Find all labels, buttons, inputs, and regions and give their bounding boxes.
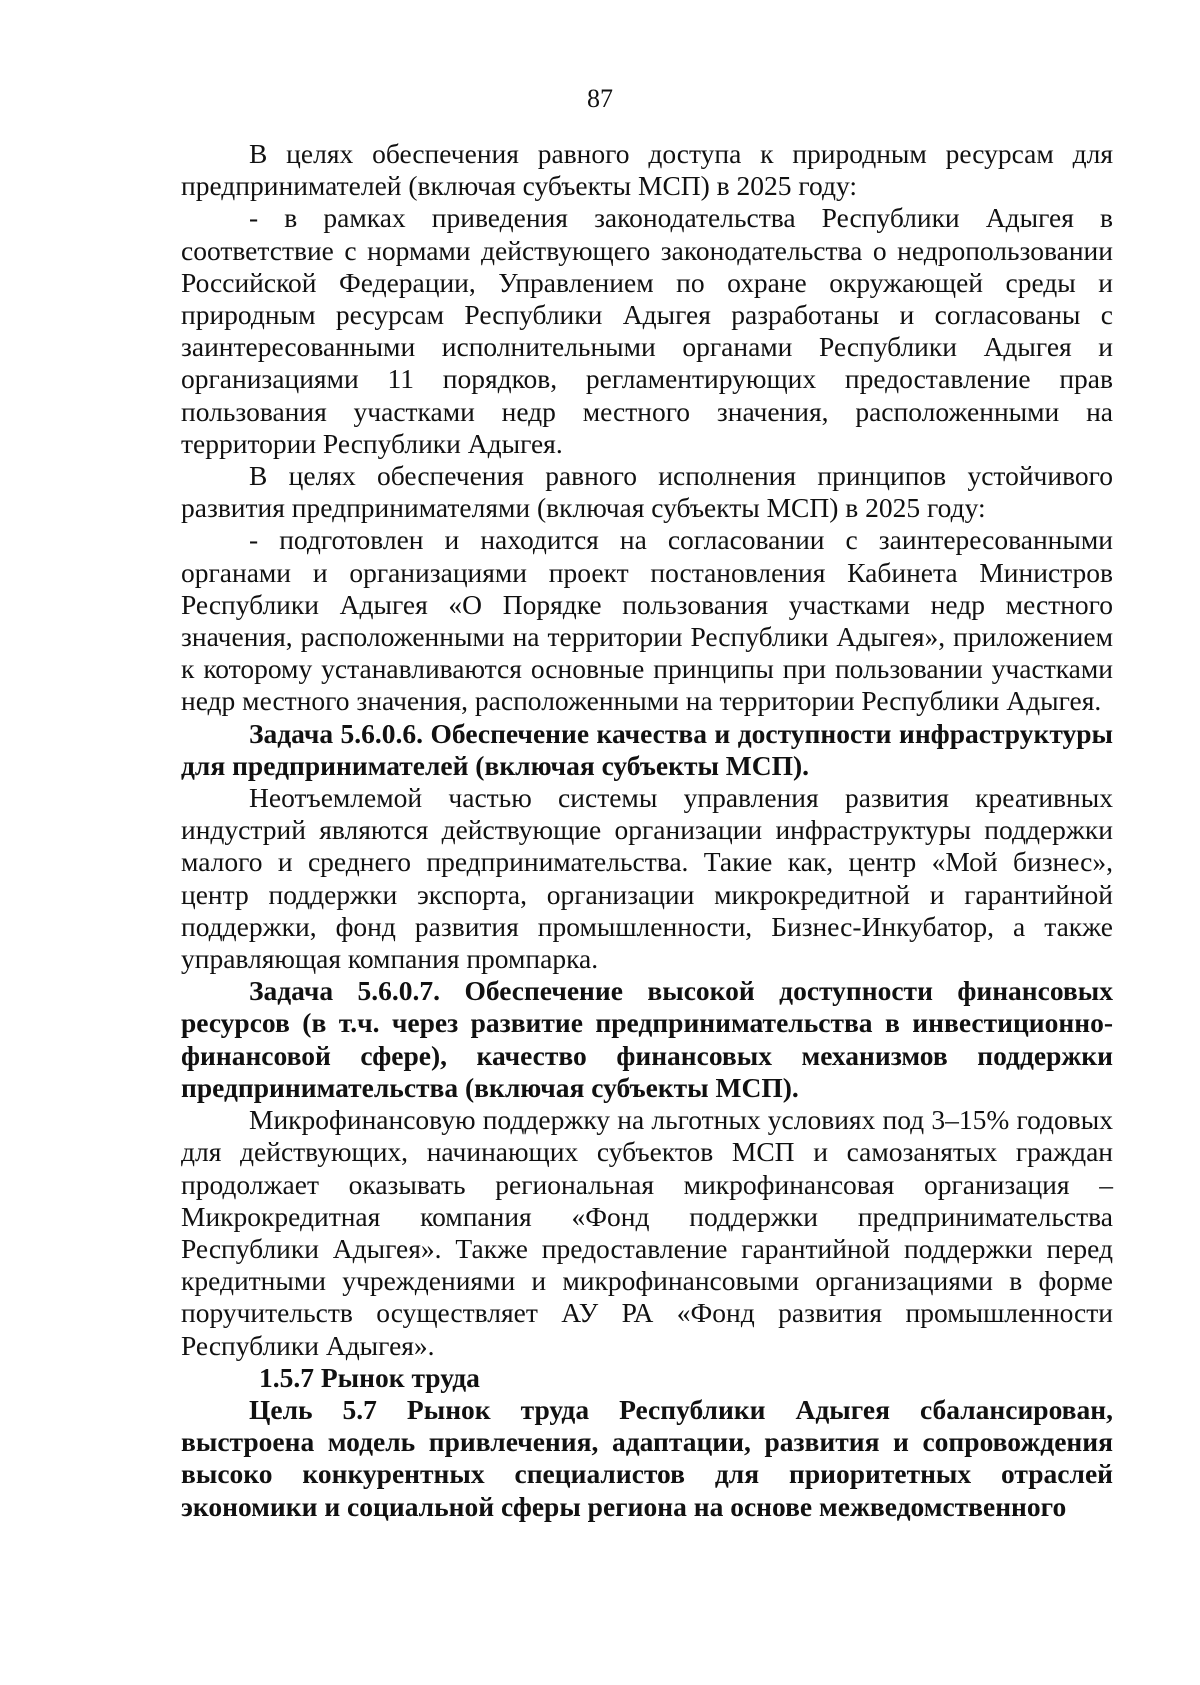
paragraph-microfinance: Микрофинансовую поддержку на льготных условиях под 3–15% годовых для действующих, начинающих субъектов МСП и самозанятых граждан продолжает оказывать региональная микрофинансовая организация – Микрокредитная компания «Фонд поддержки предпринимательства Республики Адыгея». Также предоставление гарантийной поддержки перед кредитными учреждениями и микрофинансовыми организациями в форме поручительств осуществляет АУ РА «Фонд развития промышленности Республики Адыгея». [181,1104,1113,1361]
paragraph-infrastructure: Неотъемлемой частью системы управления развития креативных индустрий являются действующие организации инфраструктуры поддержки малого и среднего предпринимательства. Такие как, центр «Мой бизнес», центр поддержки экспорта, организации микрокредитной и гарантийной поддержки, фонд развития промышленности, Бизнес-Инкубатор, а также управляющая компания промпарка. [181,782,1113,975]
document-body [181,138,1113,1523]
task-heading-5-6-0-6: Задача 5.6.0.6. Обеспечение качества и доступности инфраструктуры для предпринимателей (включая субъекты МСП). [181,717,1113,781]
section-heading-labour-market: 1.5.7 Рынок труда [259,1361,480,1393]
task-heading-5-6-0-7: Задача 5.6.0.7. Обеспечение высокой доступности финансовых ресурсов (в т.ч. через развитие предпринимательства в инвестиционно-финансовой сфере), качество финансовых механизмов поддержки предпринимательства (включая субъекты МСП). [181,975,1113,1103]
paragraph-subsoil-legislation: - в рамках приведения законодательства Республики Адыгея в соответствие с нормами действующего законодательства о недропользовании Российской Федерации, Управлением по охране окружающей среды и природным ресурсам Республики Адыгея разработаны и согласованы с заинтересованными исполнительными органами Республики Адыгея и организациями 11 порядков, регламентирующих предоставление прав пользования участками недр местного значения, расположенными на территории Республики Адыгея. [181,202,1113,459]
paragraph-sustainable-development: В целях обеспечения равного исполнения принципов устойчивого развития предпринимателями (включая субъекты МСП) в 2025 году: [181,460,1113,524]
paragraph-natural-resources-access: В целях обеспечения равного доступа к природным ресурсам для предпринимателей (включая субъекты МСП) в 2025 году: [181,138,1113,202]
goal-heading-5-7: Цель 5.7 Рынок труда Республики Адыгея сбалансирован, выстроена модель привлечения, адаптации, развития и сопровождения высоко конкурентных специалистов для приоритетных отраслей экономики и социальной сферы региона на основе межведомственного [181,1393,1113,1522]
page-number: 87 [587,84,613,113]
paragraph-draft-resolution: - подготовлен и находится на согласовании с заинтересованными органами и организациями проект постановления Кабинета Министров Республики Адыгея «О Порядке пользования участками недр местного значения, расположенными на территории Республики Адыгея», приложением к которому устанавливаются основные принципы при пользовании участками недр местного значения, расположенными на территории Республики Адыгея. [181,524,1113,717]
